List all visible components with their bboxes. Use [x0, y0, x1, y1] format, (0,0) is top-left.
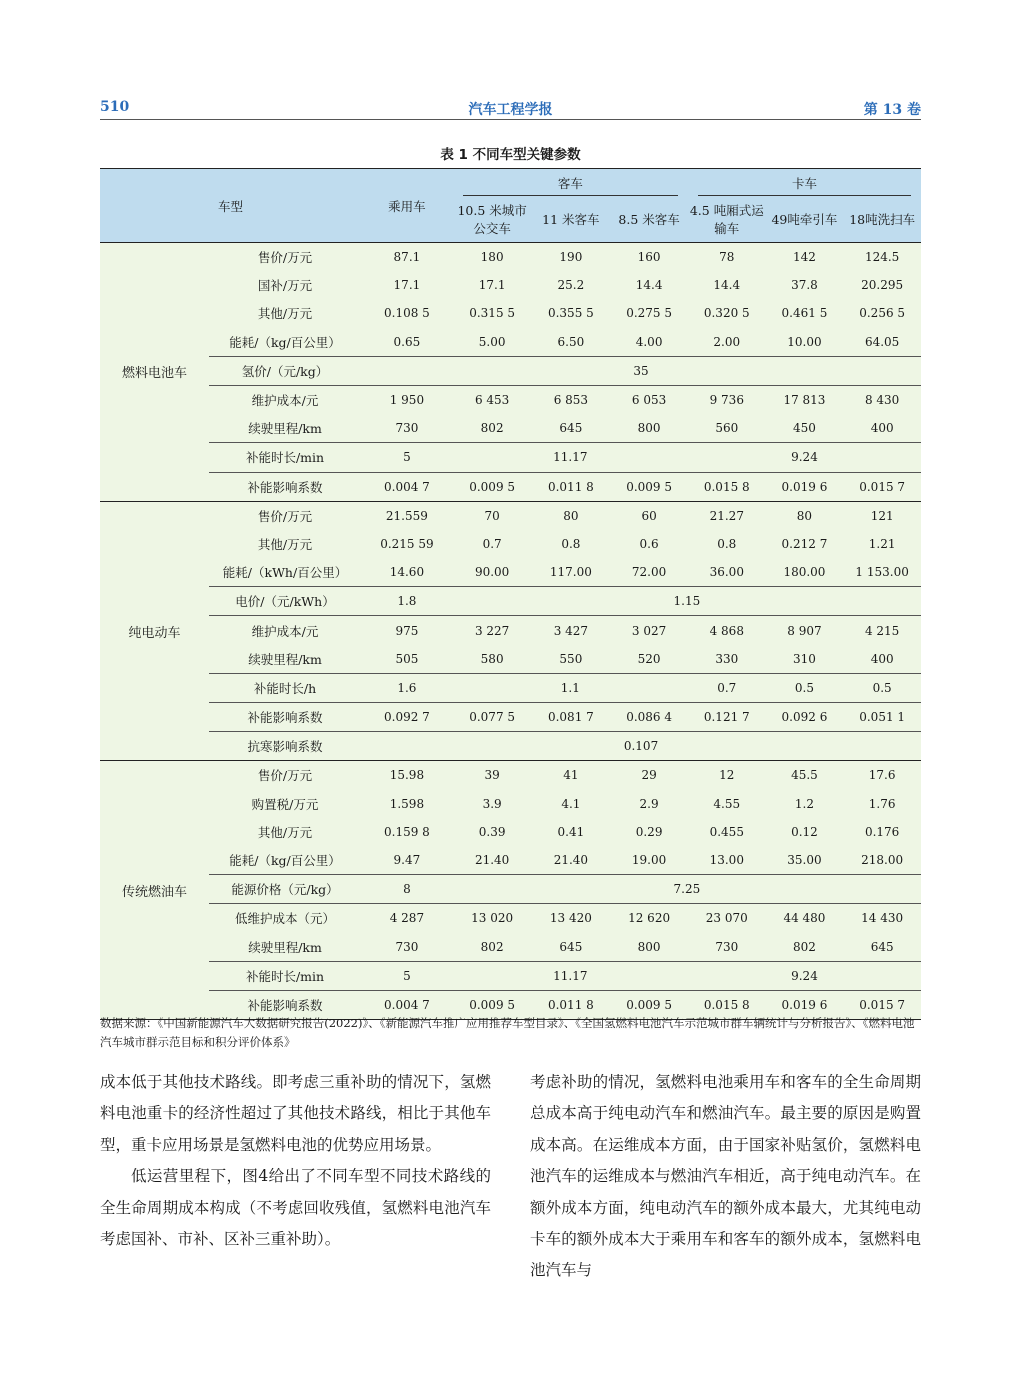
header-bus-8-5m: 8.5 米客车 [610, 197, 688, 243]
table-cell: 36.00 [688, 558, 766, 587]
journal-title: 汽车工程学报 [468, 102, 553, 118]
table-cell: 0.015 8 [688, 472, 766, 501]
paragraph: 成本低于其他技术路线。即考虑三重补助的情况下，氢燃料电池重卡的经济性超过了其他技术路线，相比于其他车型，重卡应用场景是氢燃料电池的优势应用场景。 [100, 1073, 491, 1154]
table-cell: 0.39 [453, 818, 532, 846]
table-cell: 6 853 [532, 385, 611, 414]
row-label: 氢价/（元/kg） [209, 356, 361, 385]
table-cell: 505 [361, 645, 453, 674]
table-cell: 19.00 [610, 846, 688, 875]
table-cell: 25.2 [532, 271, 611, 299]
row-label: 补能影响系数 [209, 990, 361, 1019]
table-cell: 1.598 [361, 790, 453, 818]
paragraph: 考虑补助的情况，氢燃料电池乘用车和客车的全生命周期总成本高于纯电动汽车和燃油汽车。最主要的原因是购置成本高。在运维成本方面，由于国家补贴氢价，氢燃料电池汽车的运维成本与燃油汽车相近，高于纯电动汽车。在额外成本方面，纯电动汽车的额外成本最大，尤其纯电动卡车的额外成本大于乘用车和客车的额外成本，氢燃料电池汽车与 [530, 1073, 921, 1280]
table-cell: 0.086 4 [610, 703, 688, 732]
table-cell: 0.8 [688, 530, 766, 558]
table-cell: 35 [361, 356, 921, 385]
header-rule [100, 119, 921, 120]
table-cell: 142 [766, 243, 844, 272]
group-label: 纯电动车 [100, 501, 209, 761]
table-cell: 160 [610, 243, 688, 272]
table-cell: 0.121 7 [688, 703, 766, 732]
header-truck-49t: 49吨牵引车 [766, 197, 844, 243]
table-cell: 520 [610, 645, 688, 674]
table-cell: 17.6 [843, 761, 921, 790]
table-row [100, 961, 921, 990]
table-cell: 4.00 [610, 328, 688, 357]
table-row [100, 558, 921, 587]
row-label: 补能时长/min [209, 961, 361, 990]
table-cell: 645 [532, 933, 611, 962]
table-row [100, 271, 921, 299]
table-cell: 15.98 [361, 761, 453, 790]
table-cell: 975 [361, 616, 453, 645]
table-cell: 0.176 [843, 818, 921, 846]
table-row [100, 703, 921, 732]
table-cell: 1.8 [361, 587, 453, 616]
table-row [100, 328, 921, 357]
table-cell: 0.015 7 [843, 472, 921, 501]
table-cell: 2.00 [688, 328, 766, 357]
table-cell: 0.077 5 [453, 703, 532, 732]
table-row [100, 385, 921, 414]
table-cell: 1.76 [843, 790, 921, 818]
table-cell: 800 [610, 414, 688, 443]
table-cell: 450 [766, 414, 844, 443]
header-bus-11m: 11 米客车 [532, 197, 611, 243]
table-cell: 0.081 7 [532, 703, 611, 732]
table-cell: 1 950 [361, 385, 453, 414]
table-cell: 180.00 [766, 558, 844, 587]
table-cell: 20.295 [843, 271, 921, 299]
table-row [100, 818, 921, 846]
row-label: 补能时长/min [209, 443, 361, 472]
table-cell: 14.4 [610, 271, 688, 299]
table-row [100, 356, 921, 385]
row-label: 国补/万元 [209, 271, 361, 299]
volume-label: 第 13 卷 [863, 102, 921, 118]
body-column-right [530, 1067, 921, 1287]
row-label: 补能影响系数 [209, 472, 361, 501]
table-cell: 800 [610, 933, 688, 962]
table-cell: 90.00 [453, 558, 532, 587]
row-label: 其他/万元 [209, 818, 361, 846]
header-truck-4-5t: 4.5 吨厢式运输车 [688, 197, 766, 243]
table-row [100, 414, 921, 443]
table-cell: 9.24 [688, 443, 921, 472]
header-truck-18t: 18吨洗扫车 [843, 197, 921, 243]
table-cell: 730 [361, 933, 453, 962]
table-cell: 730 [688, 933, 766, 962]
table-cell: 0.320 5 [688, 299, 766, 327]
table-cell: 10.00 [766, 328, 844, 357]
table-cell: 12 620 [610, 904, 688, 933]
table-cell: 8 [361, 875, 453, 904]
table-cell: 0.215 59 [361, 530, 453, 558]
table-row [100, 846, 921, 875]
table-cell: 0.5 [843, 673, 921, 702]
table-cell: 400 [843, 645, 921, 674]
table-cell: 64.05 [843, 328, 921, 357]
table-cell: 0.355 5 [532, 299, 611, 327]
table-cell: 0.051 1 [843, 703, 921, 732]
table-cell: 802 [453, 414, 532, 443]
table-row [100, 790, 921, 818]
table-cell: 0.009 5 [610, 472, 688, 501]
table-cell: 6.50 [532, 328, 611, 357]
table-cell: 802 [453, 933, 532, 962]
header-bus: 客车 [463, 174, 678, 196]
table-cell: 0.212 7 [766, 530, 844, 558]
row-label: 续驶里程/km [209, 414, 361, 443]
table-cell: 6 053 [610, 385, 688, 414]
table-cell: 11.17 [453, 443, 688, 472]
table-cell: 70 [453, 501, 532, 530]
table-cell: 44 480 [766, 904, 844, 933]
table-cell: 9.47 [361, 846, 453, 875]
row-label: 能耗/（kg/百公里） [209, 846, 361, 875]
table-cell: 4 215 [843, 616, 921, 645]
table-cell: 0.009 5 [453, 990, 532, 1019]
table-cell: 310 [766, 645, 844, 674]
row-label: 维护成本/元 [209, 385, 361, 414]
table-cell: 5 [361, 961, 453, 990]
table-row [100, 673, 921, 702]
table-cell: 3.9 [453, 790, 532, 818]
table-cell: 0.275 5 [610, 299, 688, 327]
table-cell: 21.40 [453, 846, 532, 875]
table-cell: 0.019 6 [766, 472, 844, 501]
table-cell: 0.41 [532, 818, 611, 846]
group-label: 燃料电池车 [100, 243, 209, 502]
table-cell: 645 [843, 933, 921, 962]
row-label: 售价/万元 [209, 501, 361, 530]
table-cell: 0.011 8 [532, 472, 611, 501]
table-cell: 0.009 5 [610, 990, 688, 1019]
row-label: 补能影响系数 [209, 703, 361, 732]
table-cell: 4.1 [532, 790, 611, 818]
table-cell: 21.27 [688, 501, 766, 530]
table-cell: 730 [361, 414, 453, 443]
table-row [100, 645, 921, 674]
table-row [100, 616, 921, 645]
table-cell: 8 430 [843, 385, 921, 414]
table-cell: 80 [532, 501, 611, 530]
table-cell: 0.015 8 [688, 990, 766, 1019]
table-cell: 550 [532, 645, 611, 674]
table-cell: 3 027 [610, 616, 688, 645]
table-row [100, 443, 921, 472]
row-label: 维护成本/元 [209, 616, 361, 645]
table-cell: 41 [532, 761, 611, 790]
table-cell: 9.24 [688, 961, 921, 990]
paragraph: 低运营里程下，图4给出了不同车型不同技术路线的全生命周期成本构成（不考虑回收残值，氢燃料电池汽车考虑国补、市补、区补三重补助）。 [100, 1167, 491, 1249]
table-cell: 4 868 [688, 616, 766, 645]
table-cell: 0.004 7 [361, 472, 453, 501]
table-cell: 6 453 [453, 385, 532, 414]
table-cell: 29 [610, 761, 688, 790]
header-vehicle-type: 车型 [100, 169, 361, 243]
table-cell: 0.7 [453, 530, 532, 558]
table-cell: 60 [610, 501, 688, 530]
table-cell: 39 [453, 761, 532, 790]
table-cell: 3 427 [532, 616, 611, 645]
row-label: 续驶里程/km [209, 933, 361, 962]
table-cell: 9 736 [688, 385, 766, 414]
table-cell: 4.55 [688, 790, 766, 818]
table-cell: 17.1 [453, 271, 532, 299]
table-caption: 表 1 不同车型关键参数 [440, 147, 581, 163]
table-cell: 0.12 [766, 818, 844, 846]
table-cell: 72.00 [610, 558, 688, 587]
row-label: 购置税/万元 [209, 790, 361, 818]
row-label: 能源价格（元/kg） [209, 875, 361, 904]
table-cell: 1.1 [453, 673, 688, 702]
table-cell: 14.60 [361, 558, 453, 587]
table-cell: 124.5 [843, 243, 921, 272]
header-bus-10-5m: 10.5 米城市公交车 [453, 197, 532, 243]
table-cell: 580 [453, 645, 532, 674]
table-cell: 117.00 [532, 558, 611, 587]
table-cell: 0.092 6 [766, 703, 844, 732]
table-cell: 802 [766, 933, 844, 962]
table-cell: 0.019 6 [766, 990, 844, 1019]
table-row [100, 472, 921, 501]
table-cell: 35.00 [766, 846, 844, 875]
table-cell: 0.015 7 [843, 990, 921, 1019]
table-cell: 80 [766, 501, 844, 530]
table-cell: 0.092 7 [361, 703, 453, 732]
table-cell: 13 020 [453, 904, 532, 933]
table-cell: 13 420 [532, 904, 611, 933]
table-cell: 1.15 [453, 587, 921, 616]
table-row [100, 761, 921, 790]
table-cell: 1.21 [843, 530, 921, 558]
table-cell: 37.8 [766, 271, 844, 299]
table-cell: 11.17 [453, 961, 688, 990]
table-cell: 14 430 [843, 904, 921, 933]
table-cell: 78 [688, 243, 766, 272]
table-cell: 0.29 [610, 818, 688, 846]
table-cell: 0.009 5 [453, 472, 532, 501]
table-cell: 1 153.00 [843, 558, 921, 587]
row-label: 售价/万元 [209, 243, 361, 272]
page-number: 510 [100, 99, 130, 115]
row-label: 能耗/（kg/百公里） [209, 328, 361, 357]
table-cell: 218.00 [843, 846, 921, 875]
table-cell: 0.8 [532, 530, 611, 558]
table-cell: 0.7 [688, 673, 766, 702]
table-cell: 0.011 8 [532, 990, 611, 1019]
table-cell: 1.2 [766, 790, 844, 818]
table-cell: 5.00 [453, 328, 532, 357]
table-cell: 560 [688, 414, 766, 443]
row-label: 电价/（元/kWh） [209, 587, 361, 616]
table-cell: 2.9 [610, 790, 688, 818]
row-label: 其他/万元 [209, 530, 361, 558]
source-note: 数据来源：《中国新能源汽车大数据研究报告(2022)》、《新能源汽车推广应用推荐车型目录》、《全国氢燃料电池汽车示范城市群车辆统计与分析报告》、《燃料电池汽车城市群示范目标和积分评价体系》 [100, 1016, 915, 1049]
table-cell: 0.5 [766, 673, 844, 702]
table-cell: 0.108 5 [361, 299, 453, 327]
table-cell: 23 070 [688, 904, 766, 933]
running-header [100, 97, 921, 119]
table-cell: 0.315 5 [453, 299, 532, 327]
table-cell: 0.455 [688, 818, 766, 846]
table-cell: 0.65 [361, 328, 453, 357]
table-row [100, 243, 921, 272]
table-cell: 8 907 [766, 616, 844, 645]
table-cell: 645 [532, 414, 611, 443]
table-cell: 21.559 [361, 501, 453, 530]
table-cell: 4 287 [361, 904, 453, 933]
group-label: 传统燃油车 [100, 761, 209, 1020]
table-cell: 1.6 [361, 673, 453, 702]
table-cell: 400 [843, 414, 921, 443]
row-label: 续驶里程/km [209, 645, 361, 674]
row-label: 补能时长/h [209, 673, 361, 702]
table-cell: 45.5 [766, 761, 844, 790]
table-cell: 121 [843, 501, 921, 530]
table-cell: 0.004 7 [361, 990, 453, 1019]
header-truck: 卡车 [698, 174, 911, 196]
table-row [100, 299, 921, 327]
header-passenger-car: 乘用车 [361, 169, 453, 243]
table-cell: 21.40 [532, 846, 611, 875]
table-cell: 17 813 [766, 385, 844, 414]
table-cell: 0.461 5 [766, 299, 844, 327]
table-row [100, 501, 921, 530]
table-row [100, 933, 921, 962]
parameters-table [100, 168, 921, 1020]
table-cell: 17.1 [361, 271, 453, 299]
table-cell: 7.25 [453, 875, 921, 904]
table-row [100, 530, 921, 558]
table-cell: 0.107 [361, 732, 921, 761]
row-label: 抗寒影响系数 [209, 732, 361, 761]
table-cell: 12 [688, 761, 766, 790]
table-cell: 5 [361, 443, 453, 472]
table-cell: 0.6 [610, 530, 688, 558]
table-row [100, 587, 921, 616]
row-label: 能耗/（kWh/百公里） [209, 558, 361, 587]
table-cell: 14.4 [688, 271, 766, 299]
table-row [100, 904, 921, 933]
table-cell: 330 [688, 645, 766, 674]
table-cell: 13.00 [688, 846, 766, 875]
table-cell: 3 227 [453, 616, 532, 645]
table-cell: 180 [453, 243, 532, 272]
body-column-left [100, 1067, 491, 1255]
row-label: 其他/万元 [209, 299, 361, 327]
table-row [100, 875, 921, 904]
table-cell: 0.159 8 [361, 818, 453, 846]
table-cell: 87.1 [361, 243, 453, 272]
table-row [100, 732, 921, 761]
row-label: 售价/万元 [209, 761, 361, 790]
table-cell: 190 [532, 243, 611, 272]
table-cell: 0.256 5 [843, 299, 921, 327]
row-label: 低维护成本（元） [209, 904, 361, 933]
